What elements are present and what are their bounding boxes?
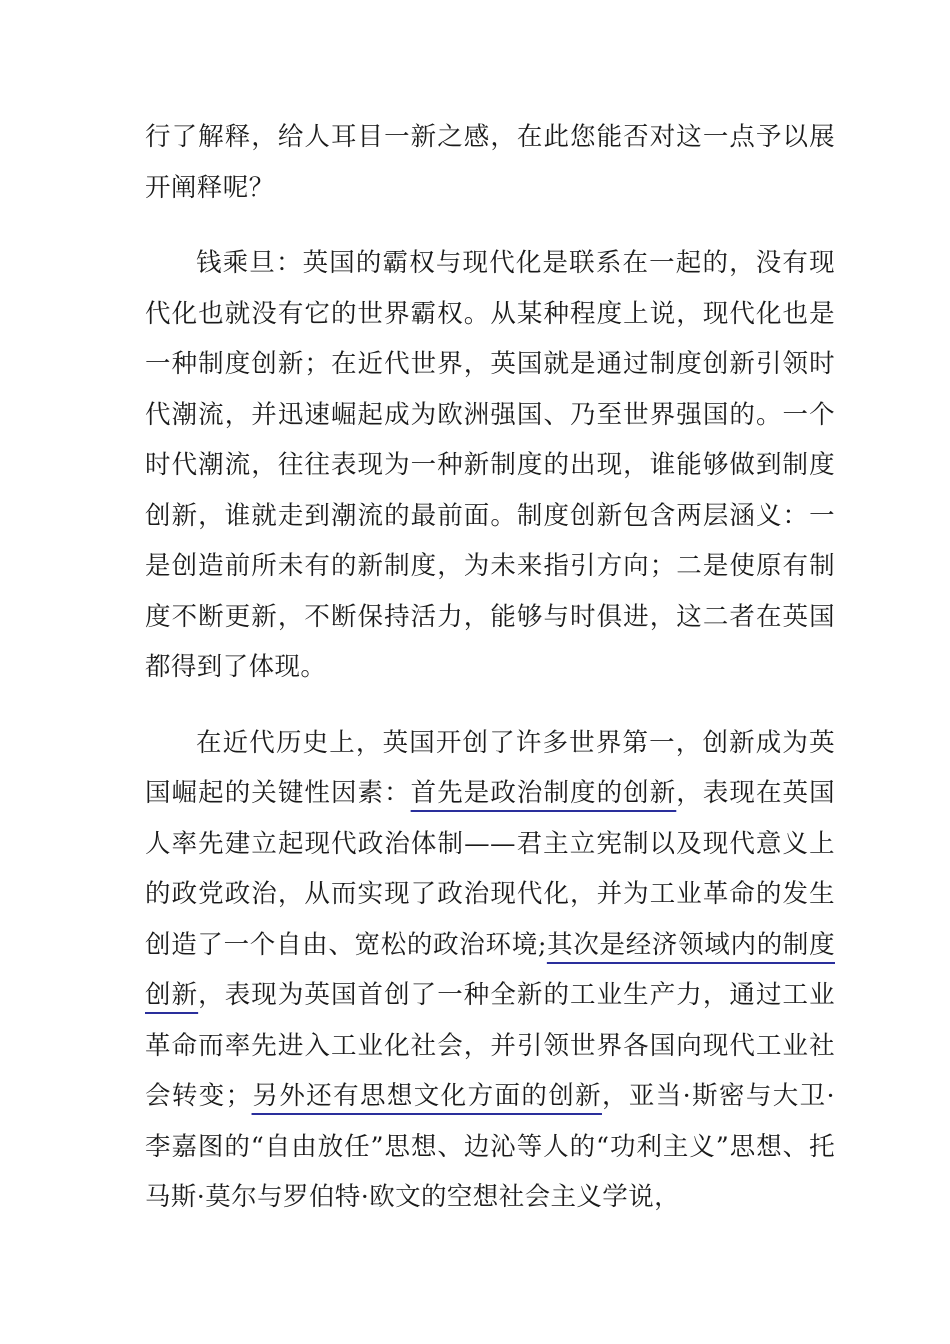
underlined-phrase-economic-innovation: 其次是经济领域内的制度创新: [145, 929, 835, 1010]
document-body: [145, 112, 835, 1223]
paragraph-text-segment: 在近代历史上，英国开创了许多世界第一，创新成为英国崛起的关键性因素：: [145, 727, 835, 808]
paragraph-text-segment: ，亚当·斯密与大卫·李嘉图的“自由放任”思想、边沁等人的“功利主义”思想、托马斯·莫尔与罗伯特·欧文的空想社会主义学说，: [145, 1081, 835, 1212]
paragraph-innovation: [145, 718, 835, 1223]
paragraph-answer: 钱乘旦：英国的霸权与现代化是联系在一起的，没有现代化也就没有它的世界霸权。从某种程度上说，现代化也是一种制度创新；在近代世界，英国就是通过制度创新引领时代潮流，并迅速崛起成为欧洲强国、乃至世界强国的。一个时代潮流，往往表现为一种新制度的出现，谁能够做到制度创新，谁就走到潮流的最前面。制度创新包含两层涵义：一是创造前所未有的新制度，为未来指引方向；二是使原有制度不断更新，不断保持活力，能够与时俱进，这二者在英国都得到了体现。: [145, 248, 835, 682]
underlined-phrase-political-innovation: 首先是政治制度的创新: [410, 778, 677, 808]
paragraph-text-segment: ，表现为英国首创了一种全新的工业生产力，通过工业革命而率先进入工业化社会，并引领世界各国向现代工业社会转变；: [145, 980, 835, 1111]
underlined-phrase-cultural-innovation: 另外还有思想文化方面的创新: [251, 1081, 602, 1111]
paragraph-question-continuation: 行了解释，给人耳目一新之感，在此您能否对这一点予以展开阐释呢？: [145, 122, 835, 203]
paragraph-text-segment: ，表现在英国人率先建立起现代政治体制——君主立宪制以及现代意义上的政党政治，从而实现了政治现代化，并为工业革命的发生创造了一个自由、宽松的政治环境;: [145, 778, 835, 960]
